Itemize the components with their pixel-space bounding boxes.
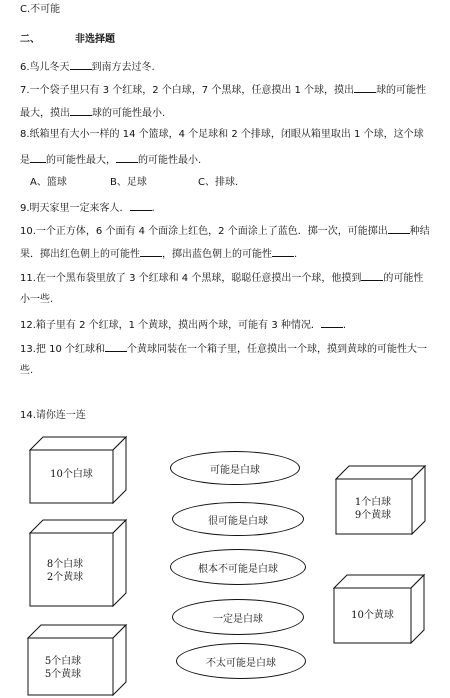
q13-text-a: 13.把 10 个红球和 <box>20 344 105 355</box>
oval-option-2[interactable] <box>172 502 304 536</box>
question-10-line-2 <box>20 247 297 261</box>
oval-option-1-label: 可能是白球 <box>210 464 260 476</box>
box-left-3-line-1: 5个白球 <box>44 656 82 667</box>
box-right-2-label <box>334 609 411 622</box>
q8-option-a: A、篮球 <box>30 177 67 188</box>
q8-option-c: C、排球. <box>198 177 239 188</box>
box-right-1-line-1: 1个白球 <box>354 497 392 508</box>
box-left-2-label <box>40 558 90 584</box>
q10-text-a: 10.一个正方体，6 个面有 4 个面涂上红色，2 个面涂上了蓝色．掷一次，可能掷出 <box>20 226 388 237</box>
question-7-line-2 <box>20 106 165 120</box>
question-9 <box>20 201 155 215</box>
question-11-line-2: 小一些. <box>20 294 54 305</box>
q10-text-b: 种结 <box>409 226 430 237</box>
q9-end: . <box>151 203 155 214</box>
q11-text-b: 的可能性 <box>383 273 424 284</box>
q6-text-before: 6.鸟儿冬天 <box>20 62 70 73</box>
section-heading <box>20 34 115 46</box>
oval-option-4[interactable] <box>172 599 304 635</box>
oval-option-5[interactable] <box>176 643 306 679</box>
q10-blank-2[interactable] <box>140 247 162 257</box>
q13-text-b: 个黄球同装在一个箱子里，任意摸出一个球，摸到黄球的可能性大一 <box>127 344 427 355</box>
q10-text-c: 果．掷出红色朝上的可能性 <box>20 249 140 260</box>
section-number: 二、 <box>20 34 40 45</box>
oval-option-5-label: 不太可能是白球 <box>206 657 276 669</box>
q6-answer-blank[interactable] <box>70 60 92 70</box>
oval-option-3[interactable] <box>170 549 306 585</box>
q8-blank-2[interactable] <box>116 153 138 163</box>
question-13-line-1 <box>20 342 427 356</box>
box-right-2-line-1: 10个黄球 <box>351 610 394 621</box>
box-left-1-label <box>30 468 113 481</box>
section-title: 非选择题 <box>74 34 115 45</box>
q10-blank-3[interactable] <box>272 247 294 257</box>
q13-answer-blank[interactable] <box>105 342 127 352</box>
box-left-2[interactable] <box>30 520 126 606</box>
q7-text-c: 最大，摸出 <box>20 108 70 119</box>
question-14-title: 14.请你连一连 <box>20 410 86 421</box>
q12-end: . <box>342 320 347 331</box>
q12-text: 12.箱子里有 2 个红球，1 个黄球，摸出两个球，可能有 3 种情况． <box>20 320 321 331</box>
question-10-line-1 <box>20 224 430 238</box>
question-6 <box>20 60 155 74</box>
q8-text-c: 的可能性最小. <box>138 155 202 166</box>
q10-blank-1[interactable] <box>388 224 410 234</box>
question-7-line-1 <box>20 83 426 97</box>
q7-text-a: 7.一个袋子里只有 3 个红球，2 个白球，7 个黑球，任意摸出 1 个球，摸出 <box>20 85 355 96</box>
q12-answer-blank[interactable] <box>321 318 343 328</box>
box-left-2-line-2: 2个黄球 <box>46 572 84 583</box>
box-right-1[interactable] <box>336 466 425 534</box>
answer-option-c: C.不可能 <box>20 4 61 15</box>
q9-answer-blank[interactable] <box>130 201 152 211</box>
q10-text-e: . <box>294 249 298 260</box>
q10-text-d: ，掷出蓝色朝上的可能性 <box>162 249 272 260</box>
box-right-1-line-2: 9个黄球 <box>354 510 392 521</box>
q6-text-after: 到南方去过冬. <box>91 62 155 73</box>
box-left-1[interactable] <box>30 437 126 503</box>
oval-option-1[interactable] <box>170 451 300 485</box>
question-8-line-2 <box>20 153 201 167</box>
q11-answer-blank[interactable] <box>361 271 383 281</box>
question-8-line-1: 8.纸箱里有大小一样的 14 个篮球，4 个足球和 2 个排球，闭眼从箱里取出 1 个球，这个球 <box>20 129 424 140</box>
q8-option-b: B、足球 <box>110 177 147 188</box>
question-13-line-2: 些. <box>20 365 34 376</box>
box-left-2-line-1: 8个白球 <box>46 559 84 570</box>
box-right-2[interactable] <box>334 575 424 643</box>
oval-option-4-label: 一定是白球 <box>213 613 263 625</box>
question-12 <box>20 318 346 332</box>
box-left-1-line-1: 10个白球 <box>50 469 93 480</box>
box-right-1-label <box>348 496 398 522</box>
q8-blank-1[interactable] <box>30 153 46 163</box>
q11-text-a: 11.在一个黑布袋里放了 3 个红球和 4 个黑球，聪聪任意摸出一个球，他摸到 <box>20 273 362 284</box>
oval-option-3-label: 根本不可能是白球 <box>198 563 278 575</box>
box-left-3-label <box>38 655 88 681</box>
q7-blank-2[interactable] <box>70 106 92 116</box>
q7-blank-1[interactable] <box>354 83 376 93</box>
question-11-line-1 <box>20 271 423 285</box>
q8-text-a: 是 <box>20 155 30 166</box>
q9-text: 9.明天家里一定来客人． <box>20 203 130 214</box>
oval-option-2-label: 很可能是白球 <box>208 515 268 527</box>
q7-text-b: 球的可能性 <box>376 85 427 96</box>
box-left-3[interactable] <box>28 625 126 695</box>
q7-text-d: 球的可能性最小. <box>92 108 166 119</box>
box-left-3-line-2: 5个黄球 <box>44 669 82 680</box>
q8-text-b: 的可能性最大， <box>46 155 116 166</box>
